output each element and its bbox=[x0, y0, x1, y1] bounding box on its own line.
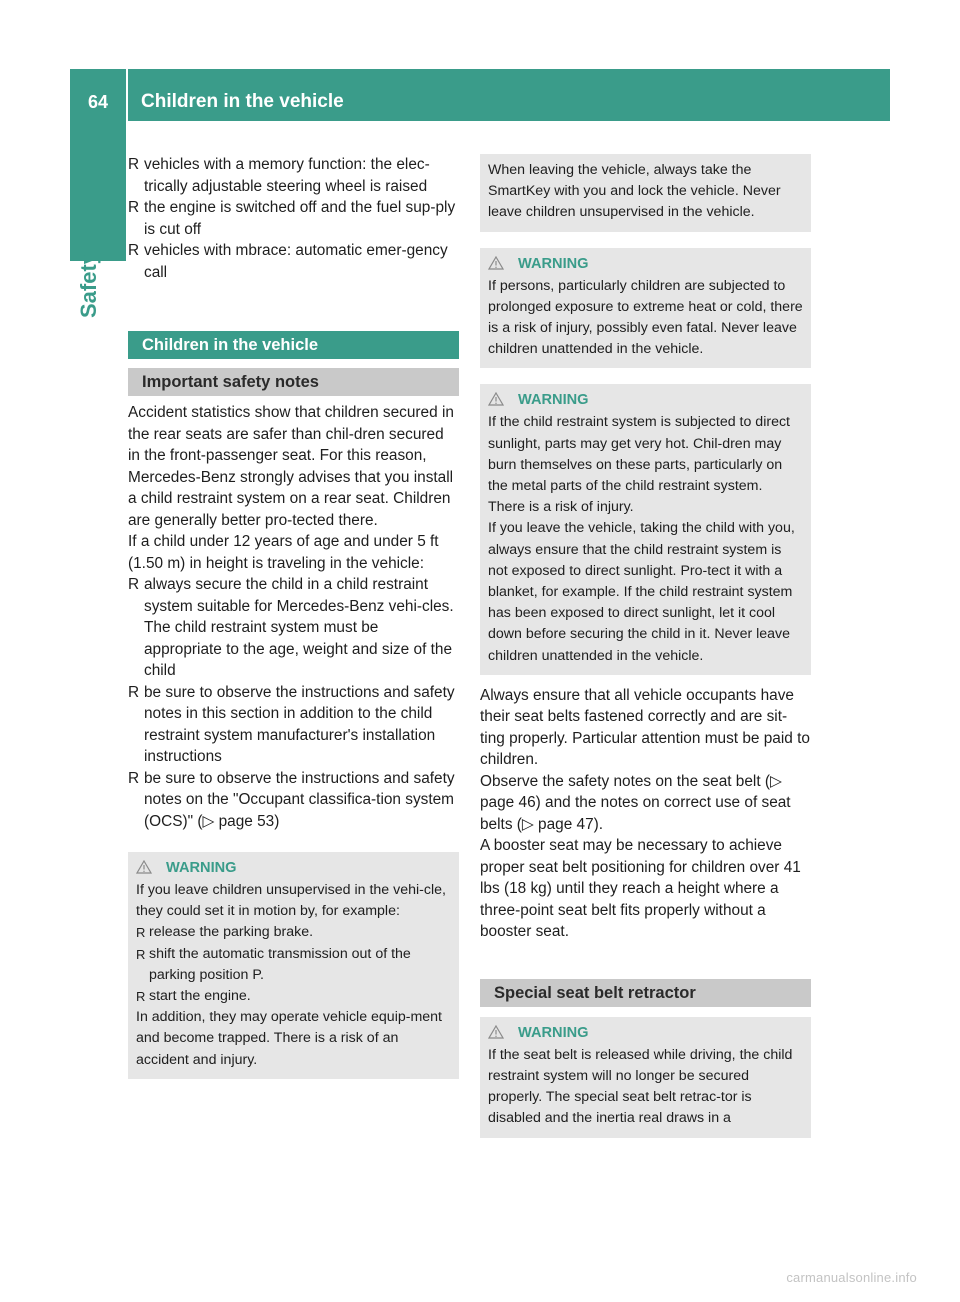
warning-triangle-icon bbox=[488, 1025, 504, 1039]
header-divider bbox=[126, 69, 128, 121]
warning-title: WARNING bbox=[136, 858, 451, 880]
warning-box bbox=[480, 1017, 811, 1138]
paragraph: Accident statistics show that children secured in the rear seats are safer than chil-dren secured in the front-passenger seat. For this reason, Mercedes-Benz strongly advises that you install a child restraint system on a rear seat. Children are generally better pro-tected there. bbox=[128, 404, 454, 529]
sidebar-tab bbox=[70, 121, 126, 261]
warning-triangle-icon bbox=[488, 392, 504, 406]
section-heading: Children in the vehicle bbox=[128, 331, 459, 359]
paragraph: If a child under 12 years of age and under 5 ft (1.50 m) in height is traveling in the vehicle: bbox=[128, 533, 439, 572]
paragraph: A booster seat may be necessary to achieve proper seat belt positioning for children over 41 lbs (18 kg) until they reach a height where a three-point seat belt fits properly without a booster seat. bbox=[480, 837, 801, 941]
subsection-heading: Important safety notes bbox=[128, 368, 459, 396]
warning-box bbox=[480, 384, 811, 674]
sidebar-label: Safety bbox=[76, 251, 101, 318]
page-title: Children in the vehicle bbox=[141, 91, 344, 112]
warning-text: If persons, particularly children are subjected to prolonged exposure to extreme heat or cold, there is a risk of injury, possibly even fatal. Never leave children unattended in the vehicle. bbox=[488, 277, 803, 358]
list-item: R the engine is switched off and the fuel sup-ply is cut off bbox=[128, 197, 459, 240]
right-column bbox=[480, 154, 811, 1138]
warning-triangle-icon bbox=[488, 256, 504, 270]
list-item: R vehicles with a memory function: the elec-trically adjustable steering wheel is raised bbox=[128, 154, 459, 197]
left-column bbox=[128, 154, 459, 1079]
list-item: R be sure to observe the instructions and safety notes in this section in addition to the child restraint system manufacturer's installation instructions bbox=[128, 682, 459, 768]
note-text: When leaving the vehicle, always take the SmartKey with you and lock the vehicle. Never leave children unsupervised in the vehicle. bbox=[488, 162, 781, 221]
list-item: R shift the automatic transmission out of the parking position P. bbox=[136, 944, 451, 986]
paragraph: Always ensure that all vehicle occupants have their seat belts fastened correctly and are sit-ting properly. Particular attention must be paid to children. bbox=[480, 686, 810, 769]
paragraph: Observe the safety notes on the seat belt (▷ page 46) and the notes on correct use of seat belts (▷ page 47). bbox=[480, 772, 791, 833]
subsection-heading: Special seat belt retractor bbox=[480, 979, 811, 1007]
list-item: R vehicles with mbrace: automatic emer-gency call bbox=[128, 240, 459, 283]
warning-text: If the seat belt is released while driving, the child restraint system will no longer be secured properly. The special seat belt retrac-tor is disabled and the inertia real draws in a bbox=[488, 1046, 793, 1127]
list-item: R start the engine. bbox=[136, 986, 451, 1007]
page-number: 64 bbox=[87, 92, 109, 112]
warning-box bbox=[480, 248, 811, 369]
warning-title: WARNING bbox=[488, 254, 803, 276]
warning-title: WARNING bbox=[488, 1023, 803, 1045]
warning-triangle-icon bbox=[136, 860, 152, 874]
warning-box bbox=[128, 852, 459, 1079]
watermark: carmanualsonline.info bbox=[786, 1270, 917, 1285]
warning-text: In addition, they may operate vehicle equip-ment and become trapped. There is a risk of an accident and injury. bbox=[136, 1009, 443, 1068]
warning-text: If the child restraint system is subjected to direct sunlight, parts may get very hot. Chil-dren may burn themselves on these parts, particularly on the metal parts of the child restraint system. There is a risk of injury. bbox=[488, 414, 791, 516]
warning-title: WARNING bbox=[488, 390, 803, 412]
list-item: R release the parking brake. bbox=[136, 922, 451, 943]
list-item: R always secure the child in a child restraint system suitable for Mercedes-Benz vehi-cles. The child restraint system must be appropriate to the age, weight and size of the child bbox=[128, 574, 459, 682]
list-item: R be sure to observe the instructions and safety notes on the "Occupant classifica-tion system (OCS)" (▷ page 53) bbox=[128, 768, 459, 833]
warning-text: If you leave children unsupervised in the vehi-cle, they could set it in motion by, for example: bbox=[136, 882, 446, 920]
warning-text: If you leave the vehicle, taking the child with you, always ensure that the child restraint system is not exposed to direct sunlight. Pro-tect it with a blanket, for example. If the child restraint system has been exposed to direct sunlight, let it cool down before securing the child in it. Never leave children unattended in the vehicle. bbox=[488, 520, 795, 664]
note-box bbox=[480, 154, 811, 232]
